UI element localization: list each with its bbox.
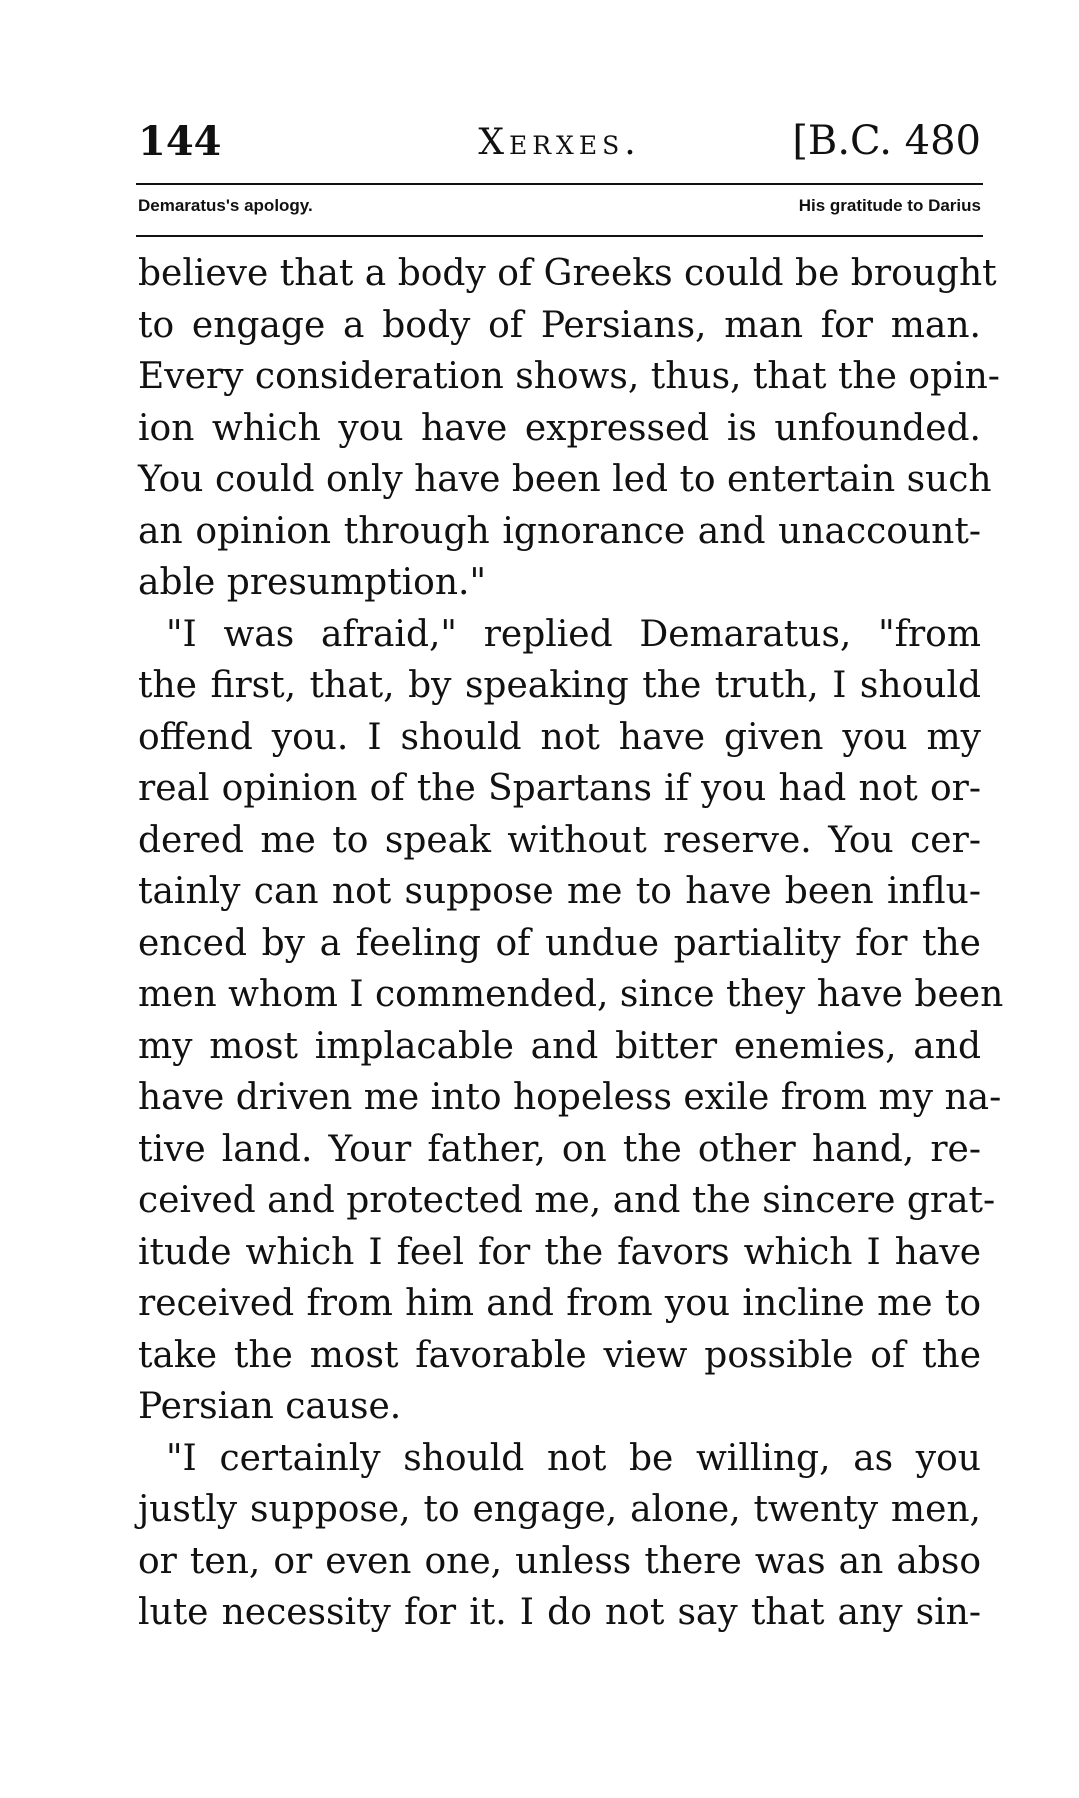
text-line: to engage a body of Persians, man for man.: [138, 304, 981, 346]
text-line: Every consideration shows, thus, that the opin-: [138, 356, 1000, 397]
text-line: lute necessity for it. I do not say that any sin-: [138, 1592, 981, 1633]
text-line: ceived and protected me, and the sincere grat-: [138, 1180, 996, 1221]
text-line: "I certainly should not be willing, as you: [166, 1437, 981, 1479]
text-line: offend you. I should not have given you my: [138, 716, 981, 758]
header-rule-bottom: [136, 235, 983, 237]
header-rule-top: [136, 183, 983, 185]
text-line: real opinion of the Spartans if you had not or-: [138, 768, 981, 809]
sidenote-left: Demaratus's apology.: [138, 196, 313, 215]
text-line: or ten, or even one, unless there was an abso: [138, 1540, 981, 1582]
text-line: have driven me into hopeless exile from my na-: [138, 1077, 1002, 1118]
text-line: itude which I feel for the favors which I have: [138, 1231, 981, 1273]
running-title: Xerxes.: [478, 122, 641, 163]
text-line: men whom I commended, since they have been: [138, 974, 1004, 1015]
text-line: my most implacable and bitter enemies, and: [138, 1025, 981, 1067]
text-line: enced by a feeling of undue partiality for the: [138, 922, 981, 964]
text-line: ion which you have expressed is unfounded.: [138, 407, 981, 449]
text-line: "I was afraid," replied Demaratus, "from: [166, 613, 981, 655]
date-reference: [B.C. 480: [792, 118, 981, 164]
text-line: tainly can not suppose me to have been influ-: [138, 871, 981, 912]
text-line: able presumption.": [138, 562, 487, 603]
page-number: 144: [138, 118, 222, 165]
body-text: [138, 248, 1004, 1639]
text-line: an opinion through ignorance and unaccount-: [138, 510, 981, 552]
text-line: the first, that, by speaking the truth, I should: [138, 665, 981, 706]
text-line: justly suppose, to engage, alone, twenty men,: [138, 1489, 981, 1530]
side-notes: [138, 196, 981, 226]
text-line: received from him and from you incline me to: [138, 1283, 981, 1324]
page-header: [138, 118, 981, 174]
text-line: dered me to speak without reserve. You cer-: [138, 819, 981, 861]
sidenote-right: His gratitude to Darius: [798, 196, 981, 215]
text-line: tive land. Your father, on the other hand, re-: [138, 1128, 981, 1170]
text-line: You could only have been led to entertain such: [138, 459, 992, 500]
text-line: take the most favorable view possible of the: [138, 1334, 981, 1376]
text-line: believe that a body of Greeks could be brought: [138, 253, 997, 294]
text-line: Persian cause.: [138, 1386, 402, 1427]
